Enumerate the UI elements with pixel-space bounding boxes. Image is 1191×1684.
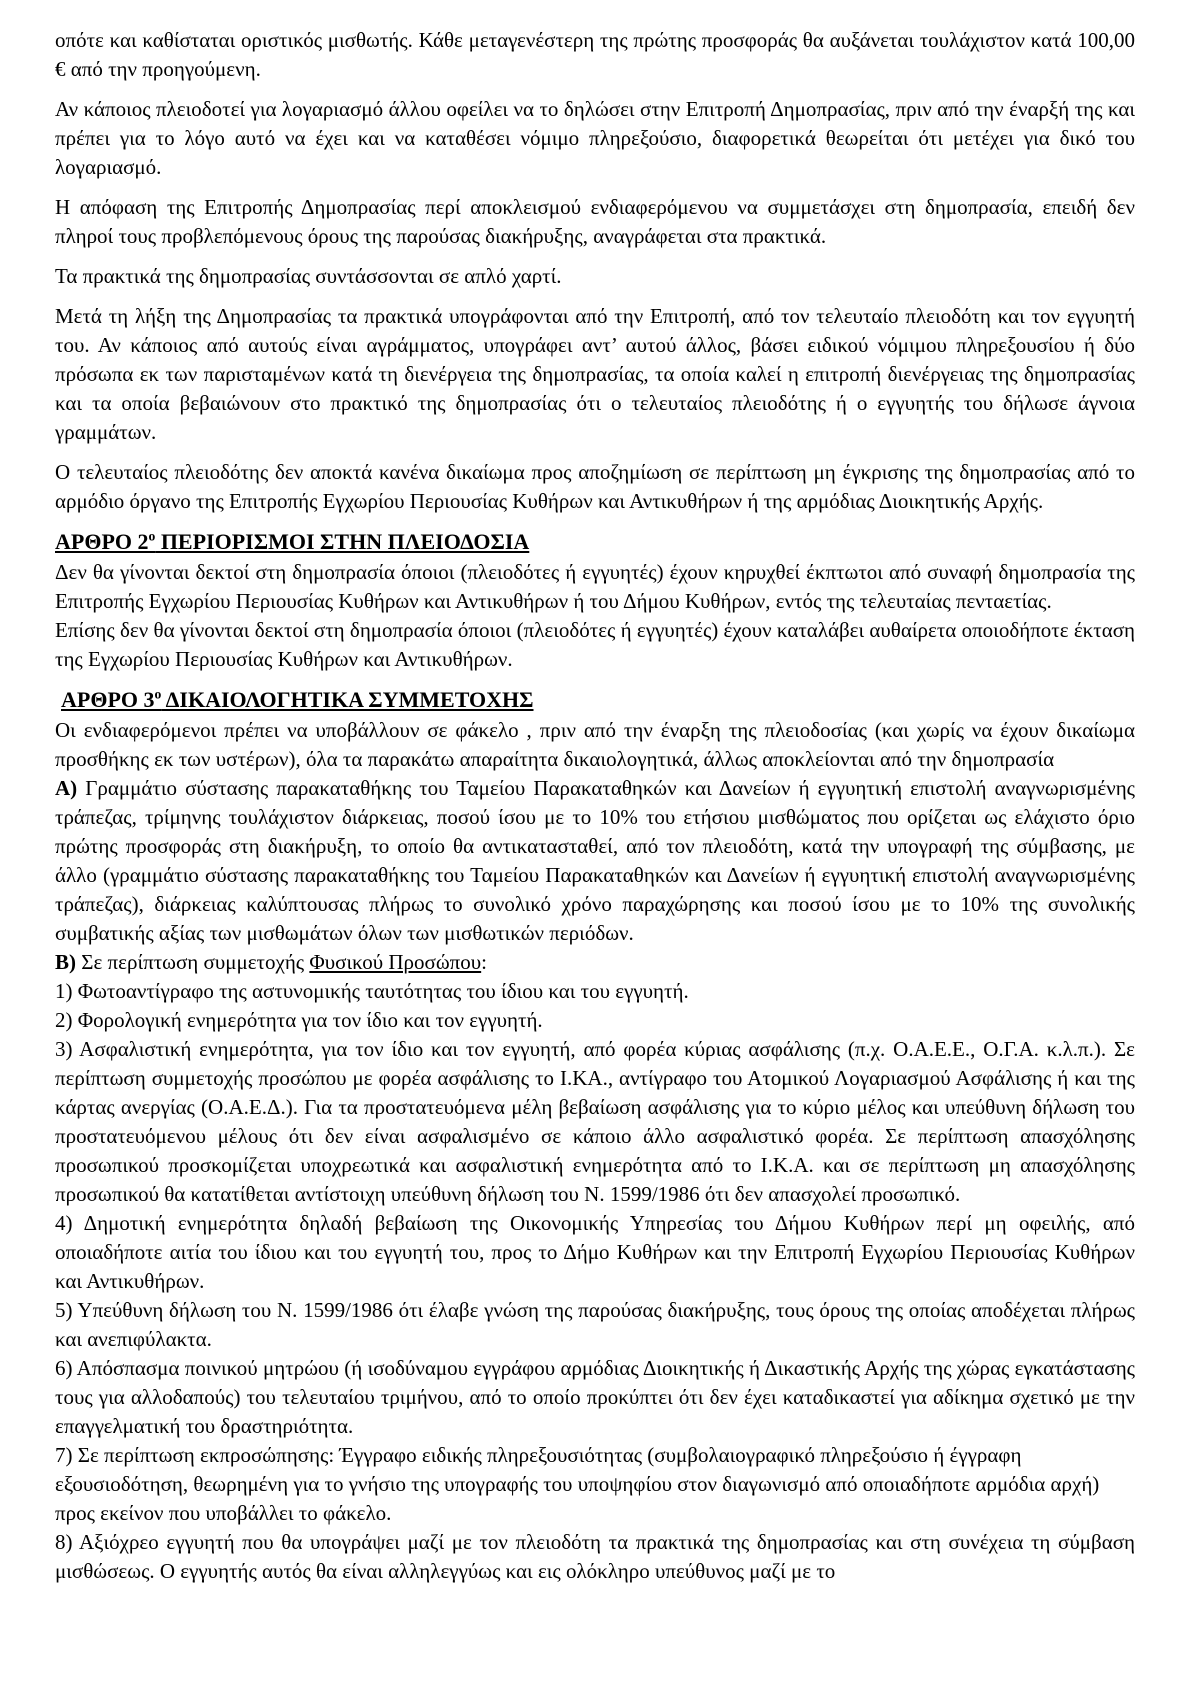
para-item-8-creditworthy-guarantor	[55, 1528, 1135, 1586]
text-run: 1) Φωτοαντίγραφο της αστυνομικής ταυτότητας του ίδιου και του εγγυητή.	[55, 979, 689, 1003]
heading-article-2	[55, 527, 1135, 556]
para-item-5-solemn-declaration	[55, 1296, 1135, 1354]
para-item-A-deposit-guarantee	[55, 774, 1135, 948]
heading-article-3	[55, 685, 1135, 714]
text-run: οπότε και καθίσταται οριστικός μισθωτής. Κάθε μεταγενέστερη της πρώτης προσφοράς θα αυξάνεται τουλάχιστον κατά 100,00 € από την προηγούμενη.	[55, 28, 1135, 81]
text-run: ΠΕΡΙΟΡΙΣΜΟΙ ΣΤΗΝ ΠΛΕΙΟΔΟΣΙΑ	[155, 529, 530, 554]
text-run: ΑΡΘΡΟ 2	[55, 529, 149, 554]
text-run: Δεν θα γίνονται δεκτοί στη δημοπρασία όποιοι (πλειοδότες ή εγγυητές) έχουν κηρυχθεί έκπτωτοι από συναφή δημοπρασία της Επιτροπής Εγχωρίου Περιουσίας Κυθήρων και Αντικυθήρων ή του Δήμου Κυθήρων, εντός της τελευταίας πενταετίας.	[55, 560, 1135, 613]
para-item-4-municipal-clearance	[55, 1209, 1135, 1296]
heading-text	[55, 529, 529, 554]
para-minutes-plain-paper	[55, 262, 1135, 291]
text-run: Τα πρακτικά της δημοπρασίας συντάσσονται σε απλό χαρτί.	[55, 264, 562, 288]
para-submission-requirements-intro	[55, 716, 1135, 774]
text-run: Φυσικού Προσώπου	[309, 950, 482, 974]
text-run: 7) Σε περίπτωση εκπροσώπησης: Έγγραφο ειδικής πληρεξουσιότητας (συμβολαιογραφικό πληρεξούσιο ή έγγραφη εξουσιοδότηση, θεωρημένη για το γνήσιο της υπογραφής του υποψηφίου στον διαγωνισμό από οποιαδήποτε αρμόδια αρχή) προς εκείνον που υποβάλλει το φάκελο.	[55, 1443, 1100, 1525]
para-bidding-on-behalf-of-another	[55, 95, 1135, 182]
text-run: Α)	[55, 776, 78, 800]
para-item-6-criminal-record	[55, 1354, 1135, 1441]
text-run: 8) Αξιόχρεο εγγυητή που θα υπογράψει μαζί με τον πλειοδότη τα πρακτικά της δημοπρασίας και στη συνέχεια τη σύμβαση μισθώσεως. Ο εγγυητής αυτός θα είναι αλληλεγγύως και εις ολόκληρο υπεύθυνος μαζί με το	[55, 1530, 1135, 1583]
para-item-1-id-copy	[55, 977, 1135, 1006]
para-minimum-bid-increase	[55, 26, 1135, 84]
para-item-2-tax-clearance	[55, 1006, 1135, 1035]
document-body	[55, 26, 1135, 1586]
para-item-B-natural-person	[55, 948, 1135, 977]
text-run: ΔΙΚΑΙΟΛΟΓΗΤΙΚΑ ΣΥΜΜΕΤΟΧΗΣ	[161, 687, 534, 712]
text-run: ο	[154, 686, 162, 702]
para-minutes-signing	[55, 302, 1135, 447]
text-run: 2) Φορολογική ενημερότητα για τον ίδιο και τον εγγυητή.	[55, 1008, 543, 1032]
text-run: Β)	[55, 950, 76, 974]
para-excluded-arbitrary-occupants	[55, 616, 1135, 674]
para-item-7-representation	[55, 1441, 1135, 1528]
text-run: ΑΡΘΡΟ 3	[61, 687, 155, 712]
text-run: 6) Απόσπασμα ποινικού μητρώου (ή ισοδύναμου εγγράφου αρμόδιας Διοικητικής ή Δικαστικής Αρχής της χώρας εγκατάστασης τους για αλλοδαπούς) του τελευταίου τριμήνου, από το οποίο προκύπτει ότι δεν έχει καταδικαστεί για αδίκημα σχετικό με την επαγγελματική του δραστηριότητα.	[55, 1356, 1135, 1438]
para-exclusion-decision	[55, 193, 1135, 251]
text-run: :	[481, 950, 487, 974]
para-item-3-insurance-clearance	[55, 1035, 1135, 1209]
text-run: 4) Δημοτική ενημερότητα δηλαδή βεβαίωση της Οικονομικής Υπηρεσίας του Δήμου Κυθήρων περί μη οφειλής, από οποιαδήποτε αιτία του ίδιου και του εγγυητή του, προς το Δήμο Κυθήρων και την Επιτροπή Εγχωρίου Περιουσίας Κυθήρων και Αντικυθήρων.	[55, 1211, 1135, 1293]
text-run: Γραμμάτιο σύστασης παρακαταθήκης του Ταμείου Παρακαταθηκών και Δανείων ή εγγυητική επιστολή αναγνωρισμένης τράπεζας, τρίμηνης τουλάχιστον διάρκειας, ποσού ίσου με το 10% του ετήσιου μισθώματος που ορίζεται ως ελάχιστο όριο πρώτης προσφοράς στη διακήρυξη, το οποίο θα αντικατασταθεί, από τον πλειοδότη, κατά την υπογραφή της σύμβασης, με άλλο (γραμμάτιο σύστασης παρακαταθήκης του Ταμείου Παρακαταθηκών και Δανείων ή εγγυητική επιστολή αναγνωρισμένης τράπεζας), διάρκειας καλύπτουσας πλήρως το συνολικό χρόνο παραχώρησης και ποσού ίσου με το 10% της συνολικής συμβατικής αξίας των μισθωμάτων όλων των μισθωτικών περιόδων.	[55, 776, 1135, 945]
text-run: Οι ενδιαφερόμενοι πρέπει να υποβάλλουν σε φάκελο , πριν από την έναρξη της πλειοδοσίας (και χωρίς να έχουν δικαίωμα προσθήκης εκ των υστέρων), όλα τα παρακάτω απαραίτητα δικαιολογητικά, άλλως αποκλείονται από την δημοπρασία	[55, 718, 1135, 771]
text-run: 5) Υπεύθυνη δήλωση του Ν. 1599/1986 ότι έλαβε γνώση της παρούσας διακήρυξης, τους όρους της οποίας αποδέχεται πλήρως και ανεπιφύλακτα.	[55, 1298, 1135, 1351]
text-run: Μετά τη λήξη της Δημοπρασίας τα πρακτικά υπογράφονται από την Επιτροπή, από τον τελευταίο πλειοδότη και τον εγγυητή του. Αν κάποιος από αυτούς είναι αγράμματος, υπογράφει αντ’ αυτού άλλος, βάσει ειδικού νόμιμου πληρεξουσίου ή δύο πρόσωπα εκ των παρισταμένων κατά τη διενέργεια της δημοπρασίας, τα οποία καλεί η επιτροπή διενέργειας της δημοπρασίας και τα οποία βεβαιώνουν στο πρακτικό της δημοπρασίας ότι ο τελευταίος πλειοδότης ή ο εγγυητής του δήλωσε άγνοια γραμμάτων.	[55, 304, 1135, 444]
text-run: Αν κάποιος πλειοδοτεί για λογαριασμό άλλου οφείλει να το δηλώσει στην Επιτροπή Δημοπρασίας, πριν από την έναρξή της και πρέπει για το λόγο αυτό να έχει και να καταθέσει νόμιμο πληρεξούσιο, διαφορετικά θεωρείται ότι μετέχει για δικό του λογαριασμό.	[55, 97, 1135, 179]
text-run: ο	[148, 528, 156, 544]
para-excluded-defaulted-bidders	[55, 558, 1135, 616]
text-run: 3) Ασφαλιστική ενημερότητα, για τον ίδιο και τον εγγυητή, από φορέα κύριας ασφάλισης (π.χ. Ο.Α.Ε.Ε., Ο.Γ.Α. κ.λ.π.). Σε περίπτωση συμμετοχής προσώπου με φορέα ασφάλισης το Ι.ΚΑ., αντίγραφο του Ατομικού Λογαριασμού Ασφάλισης ή και της κάρτας ανεργίας (Ο.Α.Ε.Δ.). Για τα προστατευόμενα μέλη βεβαίωση ασφάλισης για το κύριο μέλος και υπεύθυνη δήλωση του προστατευόμενου μέλους ότι δεν είναι ασφαλισμένο σε κάποιο άλλο ασφαλιστικό φορέα. Σε περίπτωση απασχόλησης προσωπικού προσκομίζεται υποχρεωτικά και ασφαλιστική ενημερότητα από το Ι.Κ.Α. και σε περίπτωση μη απασχόλησης προσωπικού θα κατατίθεται αντίστοιχη υπεύθυνη δήλωση του Ν. 1599/1986 ότι δεν απασχολεί προσωπικό.	[55, 1037, 1135, 1206]
para-no-compensation-right	[55, 458, 1135, 516]
text-run: Ο τελευταίος πλειοδότης δεν αποκτά κανένα δικαίωμα προς αποζημίωση σε περίπτωση μη έγκρισης της δημοπρασίας από το αρμόδιο όργανο της Επιτροπής Εγχωρίου Περιουσίας Κυθήρων και Αντικυθήρων ή της αρμόδιας Διοικητικής Αρχής.	[55, 460, 1135, 513]
text-run: Η απόφαση της Επιτροπής Δημοπρασίας περί αποκλεισμού ενδιαφερόμενου να συμμετάσχει στη δημοπρασία, επειδή δεν πληροί τους προβλεπόμενους όρους της παρούσας διακήρυξης, αναγράφεται στα πρακτικά.	[55, 195, 1135, 248]
heading-text	[61, 687, 534, 712]
text-run: Σε περίπτωση συμμετοχής	[76, 950, 310, 974]
text-run: Επίσης δεν θα γίνονται δεκτοί στη δημοπρασία όποιοι (πλειοδότες ή εγγυητές) έχουν καταλάβει αυθαίρετα οποιοδήποτε έκταση της Εγχωρίου Περιουσίας Κυθήρων και Αντικυθήρων.	[55, 618, 1135, 671]
